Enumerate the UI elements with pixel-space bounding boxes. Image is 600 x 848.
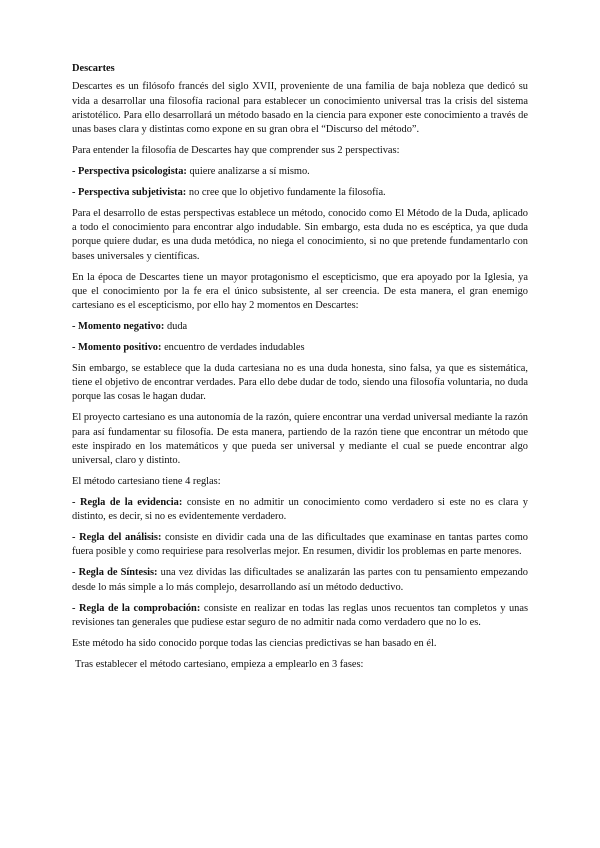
term: - Perspectiva subjetivista:: [72, 186, 187, 198]
term: - Momento positivo:: [72, 341, 162, 353]
definition: duda: [164, 321, 188, 333]
definition: quiere analizarse a sí mismo.: [186, 165, 310, 177]
project-paragraph: El proyecto cartesiano es una autonomía de la razón, quiere encontrar una verdad universal mediante la razón para así fundamentar su filosofía. De esta manera, partiendo de la razón tiene que encontrar un método que este inspirado en los matemáticos y que pueda ser universal y mediante el cual se puede encontrar algo universal, claro y distinto.: [72, 412, 528, 467]
method-paragraph: Para el desarrollo de estas perspectivas establece un método, conocido como El Método de la Duda, aplicado a todo el conocimiento para encontrar algo indudable. Sin embargo, esta duda no es escéptica, ya que duda porque quiere dudar, es una duda metódica, no niega el conocimiento, si no que pretende fundamentarlo con bases universales y científicas.: [72, 207, 528, 262]
definition: consiste en realizar en todas las reglas unos recuentos tan completos y unas revisiones tan generales que pudiese estar seguro de no admitir nada como verdadero que no lo es.: [72, 602, 528, 628]
definition: no cree que lo objetivo fundamente la filosofía.: [186, 186, 386, 198]
phases-paragraph: Tras establecer el método cartesiano, empieza a emplearlo en 3 fases:: [75, 658, 364, 670]
doubt-paragraph: Sin embargo, se establece que la duda cartesiana no es una duda honesta, sino falsa, ya que es sistemática, tiene el objetivo de encontrar verdades. Para ello debe dudar de todo, siendo una filosofía voluntaria, no duda porque las cosas le hagan dudar.: [72, 362, 528, 403]
rules-intro: El método cartesiano tiene 4 reglas:: [72, 476, 221, 488]
definition: consiste en dividir cada una de las dificultades que examinase en tantas partes como fuera posible y como requiriese para resolverlas mejor. En resumen, dividir los problemas en parte menores.: [72, 532, 528, 558]
rule-comprobacion: [72, 602, 528, 631]
definition: consiste en no admitir un conocimiento como verdadero si este no es clara y distinto, es decir, si no es evidentemente verdadero.: [72, 496, 528, 523]
definition: encuentro de verdades indudables: [161, 341, 305, 353]
term: - Regla de la comprobación:: [72, 602, 201, 614]
term: - Regla del análisis:: [72, 532, 162, 544]
epoch-paragraph: En la época de Descartes tiene un mayor protagonismo el escepticismo, que era apoyado por la Iglesia, ya que el conocimiento por la fe era el único subsistente, al ser creencia. De esta manera, el gran enemigo cartesiano es el escepticismo, por ello hay 2 momentos en Descartes:: [72, 271, 528, 312]
term: - Perspectiva psicologista:: [72, 165, 187, 177]
term: - Momento negativo:: [72, 321, 165, 333]
document-page: [72, 62, 528, 678]
perspective-psicologista: [72, 165, 528, 179]
rule-analisis: [72, 531, 528, 560]
document-title: Descartes: [72, 63, 115, 74]
perspective-subjetivista: [72, 186, 528, 200]
perspectives-intro: Para entender la filosofía de Descartes hay que comprender sus 2 perspectivas:: [72, 145, 400, 157]
term: - Regla de la evidencia:: [72, 496, 183, 508]
rule-evidencia: [72, 496, 528, 525]
moment-positivo: [72, 341, 528, 355]
term: - Regla de Síntesis:: [72, 567, 158, 579]
intro-paragraph: Descartes es un filósofo francés del siglo XVII, proveniente de una familia de baja nobleza que dedicó su vida a desarrollar una filosofía racional para establecer un conocimiento universal tras la crisis del sistema aristotélico. Para ello desarrollará un método basado en la ciencia para exponer este conocimiento a través de unas bases clara y distintas como expone en su gran obra el “Discurso del método”.: [72, 81, 528, 136]
moment-negativo: [72, 320, 528, 334]
definition: una vez dividas las dificultades se analizarán las partes con tu pensamiento empezando desde lo más simple a lo más complejo, desarrollando así un método deductivo.: [72, 567, 528, 593]
rule-sintesis: [72, 566, 528, 595]
sciences-paragraph: Este método ha sido conocido porque todas las ciencias predictivas se han basado en él.: [72, 637, 437, 649]
